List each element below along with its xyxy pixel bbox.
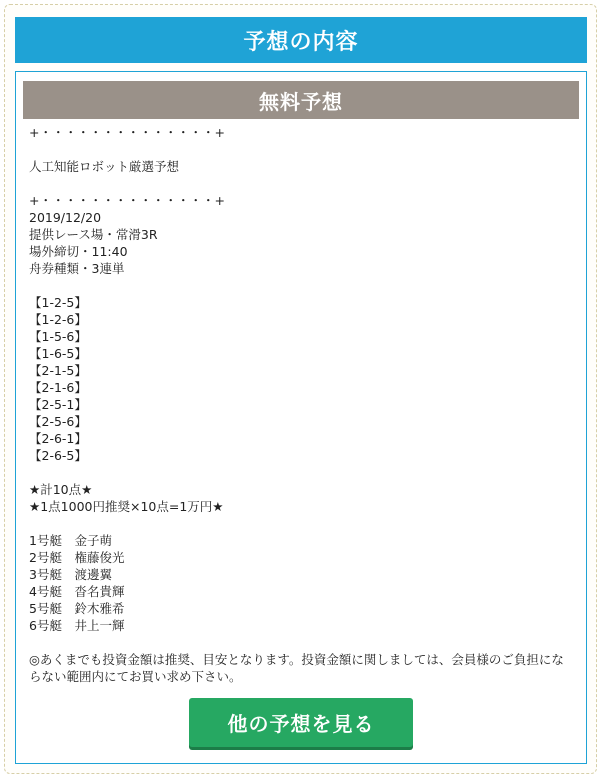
investment-note: ◎あくまでも投資金額は推奨、目安となります。投資金額に関しましては、会員様のご負担にならない範囲内にてお買い求め下さい。 [29, 652, 564, 684]
divider-line: +・・・・・・・・・・・・・・+ [29, 193, 225, 208]
prediction-subtitle: 人工知能ロボット厳選予想 [29, 159, 180, 174]
bet-combination: 【1-5-6】 [29, 329, 87, 344]
divider-line: +・・・・・・・・・・・・・・+ [29, 125, 225, 140]
race-date: 2019/12/20 [29, 210, 102, 225]
bet-combination: 【2-5-6】 [29, 414, 87, 429]
racer-entry: 1号艇 金子萌 [29, 533, 112, 548]
racer-entry: 2号艇 権藤俊光 [29, 550, 125, 565]
bet-total: ★計10点★ [29, 482, 93, 497]
bet-combination: 【1-6-5】 [29, 346, 87, 361]
page-title: 予想の内容 [15, 17, 587, 63]
bet-combination: 【2-1-5】 [29, 363, 87, 378]
bet-recommendation: ★1点1000円推奨×10点=1万円★ [29, 499, 224, 514]
ticket-type: 舟券種類・3連単 [29, 261, 125, 276]
section-title: 無料予想 [23, 81, 579, 119]
view-other-predictions-button[interactable]: 他の予想を見る [189, 698, 413, 747]
racer-entry: 4号艇 沓名貴輝 [29, 584, 125, 599]
bet-combination: 【2-1-6】 [29, 380, 87, 395]
race-venue: 提供レース場・常滑3R [29, 227, 158, 242]
racer-entry: 6号艇 井上一輝 [29, 618, 125, 633]
bet-combination: 【1-2-5】 [29, 295, 87, 310]
race-deadline: 場外締切・11:40 [29, 244, 128, 259]
racer-entry: 3号艇 渡邊翼 [29, 567, 112, 582]
racer-entry: 5号艇 鈴木雅希 [29, 601, 125, 616]
bet-combination: 【2-6-1】 [29, 431, 87, 446]
bet-combination: 【2-5-1】 [29, 397, 87, 412]
bet-combination: 【1-2-6】 [29, 312, 87, 327]
bet-combination: 【2-6-5】 [29, 448, 87, 463]
